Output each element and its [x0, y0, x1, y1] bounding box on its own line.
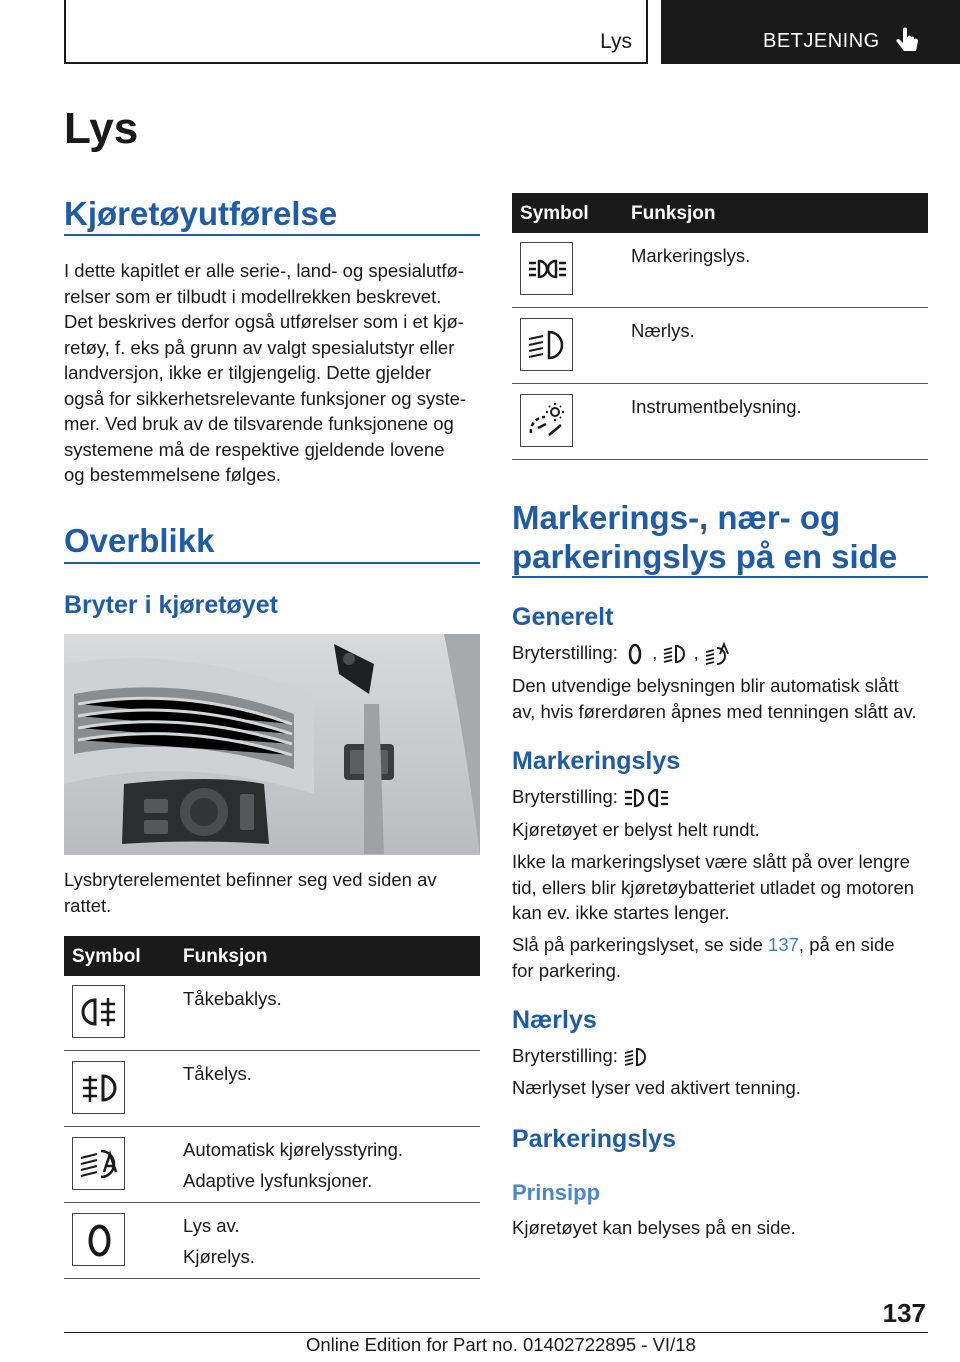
heading-parkeringslys: Parkeringslys: [512, 1125, 676, 1153]
prinsipp-text: Kjøretøyet kan belyses på en side.: [512, 1217, 796, 1238]
table-row: [512, 308, 928, 384]
rear-fog-light-icon: [72, 985, 125, 1038]
low-beam-icon: [623, 1045, 649, 1069]
switch-position-line: [512, 1043, 649, 1069]
function-text: Nærlys.: [631, 320, 695, 341]
function-text: Instrumentbelysning.: [631, 396, 802, 417]
footer-rule: [64, 1332, 928, 1333]
heading-prinsipp: Prinsipp: [512, 1180, 601, 1205]
header-chapter-title: BETJENING: [763, 30, 880, 52]
function-text: Tåkebaklys.: [183, 988, 282, 1009]
front-fog-light-icon: [72, 1061, 125, 1114]
function-text: Lys av.: [183, 1215, 240, 1236]
function-text: Automatisk kjørelysstyring.: [183, 1139, 403, 1160]
switch-position-label: Bryterstilling:: [512, 786, 618, 807]
markeringslys-warning-line: kan ev. ikke startes lenger.: [512, 902, 730, 923]
intro-line: landversjon, ikke er tilgjengelig. Dette gjelder: [64, 362, 432, 383]
table-row: [512, 384, 928, 460]
heading-rule: [512, 576, 928, 578]
heading-overblikk: Overblikk: [64, 522, 215, 559]
parking-light-icon: [623, 786, 671, 810]
separator: ,: [652, 642, 658, 663]
intro-line: Det beskrives derfor også utførelser som i et kjø-: [64, 311, 464, 332]
heading-markerings: [512, 498, 897, 576]
markeringslys-text: Kjøretøyet er belyst helt rundt.: [512, 819, 760, 840]
automatic-headlight-icon: [72, 1137, 125, 1190]
intro-line: relser som er tilbudt i modellrekken beskrevet.: [64, 285, 442, 307]
header-section-title: Lys: [600, 30, 632, 53]
table-header: [64, 936, 480, 976]
generelt-text-line: av, hvis førerdøren åpnes med tenningen slått av.: [512, 700, 917, 722]
intro-line: også for sikkerhetsrelevante funksjoner og syste-: [64, 387, 467, 409]
low-beam-icon: [520, 318, 573, 371]
instrument-lighting-icon: [520, 394, 573, 447]
generelt-text-line: Den utvendige belysningen blir automatisk slått: [512, 675, 899, 696]
page-title: Lys: [64, 104, 139, 153]
table-row: [512, 233, 928, 308]
markeringslys-warning-line: tid, ellers blir kjøretøybatteriet utladet og motoren: [512, 876, 915, 898]
naerlys-text: Nærlyset lyser ved aktivert tenning.: [512, 1077, 801, 1098]
heading-markerings-line: parkeringslys på en side: [512, 538, 898, 575]
table-row: [64, 1051, 480, 1127]
markeringslys-warning-line: Ikke la markeringslyset være slått på over lengre: [512, 851, 910, 872]
intro-line: og bestemmelsene følges.: [64, 464, 281, 485]
page-reference-link[interactable]: 137: [768, 934, 799, 955]
switch-position-line: [512, 640, 730, 666]
intro-line: systemene må de respektive gjeldende lovene: [64, 438, 445, 460]
heading-bryter: Bryter i kjøretøyet: [64, 591, 278, 619]
heading-rule: [64, 234, 480, 236]
switch-position-label: Bryterstilling:: [512, 1045, 618, 1066]
photo-caption-line: Lysbryterelementet befinner seg ved siden av: [64, 869, 437, 890]
function-text: Tåkelys.: [183, 1063, 252, 1084]
photo-caption-line: rattet.: [64, 894, 112, 916]
intro-line: retøy, f. eks på grunn av valgt spesialutstyr eller: [64, 336, 455, 358]
page-number: 137: [882, 1298, 926, 1328]
heading-markeringslys: Markeringslys: [512, 747, 681, 775]
page-reference-line: for parkering.: [512, 959, 621, 981]
heading-markerings-line: Markerings-, nær- og: [512, 499, 841, 536]
page-reference-text: , på en side: [798, 934, 895, 955]
table-row: [64, 1203, 480, 1279]
lights-off-icon: [623, 642, 647, 666]
footer-edition: Online Edition for Part no. 01402722895 - VI/18: [306, 1334, 696, 1355]
header-section-box: [64, 0, 648, 64]
pointing-hand-icon: [893, 26, 923, 56]
automatic-headlight-icon: [704, 642, 730, 666]
low-beam-icon: [662, 642, 688, 666]
header-chapter-box: [661, 0, 960, 64]
column-header-symbol: Symbol: [520, 203, 589, 224]
table-row: [64, 1127, 480, 1203]
intro-line: I dette kapitlet er alle serie-, land- og spesialutfø-: [64, 260, 464, 281]
heading-generelt: Generelt: [512, 603, 614, 631]
parking-light-icon: [520, 242, 573, 295]
column-header-function: Funksjon: [183, 946, 268, 967]
table-header: [512, 193, 928, 233]
function-text: Adaptive lysfunksjoner.: [183, 1170, 373, 1191]
switch-position-label: Bryterstilling:: [512, 642, 618, 663]
column-header-symbol: Symbol: [72, 946, 141, 967]
page-reference-text: Slå på parkeringslyset, se side: [512, 934, 769, 955]
light-switch-photo: [64, 634, 480, 855]
symbol-table-right: [512, 193, 928, 460]
symbol-table-left: [64, 936, 480, 1279]
lights-off-icon: [72, 1213, 125, 1266]
heading-kjoretoyutforelse: Kjøretøyutførelse: [64, 195, 338, 232]
switch-position-line: [512, 784, 671, 810]
intro-line: mer. Ved bruk av de tilsvarende funksjonene og: [64, 413, 454, 434]
page-reference-line: [512, 932, 895, 958]
function-text: Markeringslys.: [631, 245, 751, 266]
function-text: Kjørelys.: [183, 1246, 255, 1267]
column-header-function: Funksjon: [631, 203, 716, 224]
heading-naerlys: Nærlys: [512, 1006, 597, 1034]
table-row: [64, 976, 480, 1051]
separator: ,: [693, 642, 699, 663]
heading-rule: [64, 562, 480, 564]
